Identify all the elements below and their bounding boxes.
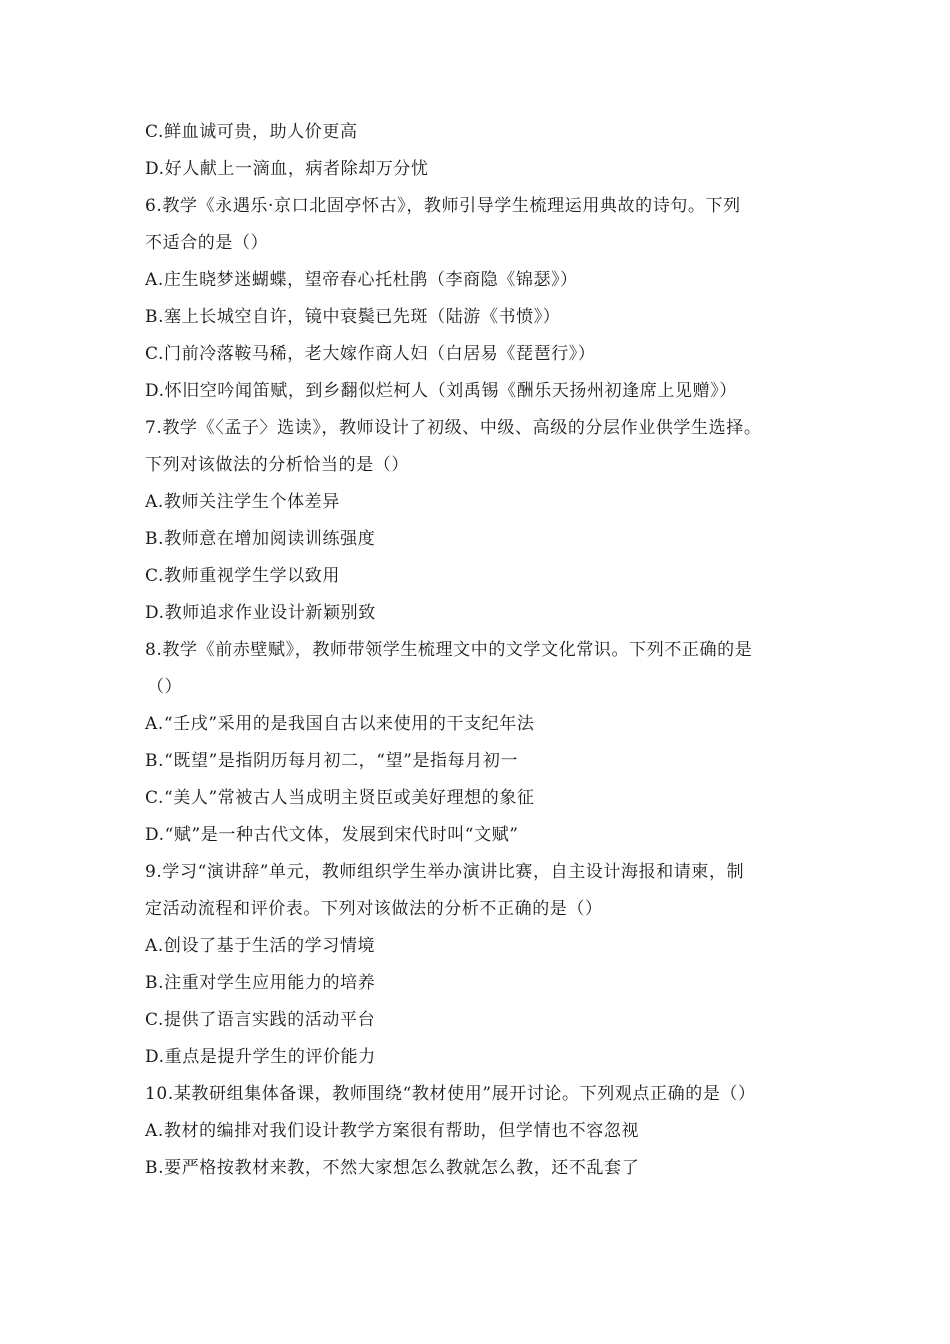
- option-b-q7: B.教师意在增加阅读训练强度: [145, 529, 376, 549]
- option-d-q5: D.好人献上一滴血，病者除却万分忧: [145, 159, 429, 179]
- option-b-q10: B.要严格按教材来教，不然大家想怎么教就怎么教，还不乱套了: [145, 1158, 640, 1178]
- question-6-line-2: 不适合的是（）: [145, 233, 269, 253]
- option-b-q9: B.注重对学生应用能力的培养: [145, 973, 376, 993]
- option-d-q9: D.重点是提升学生的评价能力: [145, 1047, 376, 1067]
- question-7-line-1: 7.教学《〈孟子〉选读》，教师设计了初级、中级、高级的分层作业供学生选择。: [145, 418, 762, 438]
- option-b-q8: B.“既望”是指阴历每月初二，“望”是指每月初一: [145, 751, 519, 771]
- option-a-q9: A.创设了基于生活的学习情境: [145, 936, 376, 956]
- option-a-q6: A.庄生晓梦迷蝴蝶，望帝春心托杜鹃（李商隐《锦瑟》）: [145, 270, 578, 290]
- option-c-q7: C.教师重视学生学以致用: [145, 566, 341, 586]
- option-b-q6: B.塞上长城空自许，镜中衰鬓已先斑（陆游《书愤》）: [145, 307, 561, 327]
- option-a-q7: A.教师关注学生个体差异: [145, 492, 340, 512]
- question-9-line-2: 定活动流程和评价表。下列对该做法的分析不正确的是（）: [145, 899, 603, 919]
- option-a-q10: A.教材的编排对我们设计教学方案很有帮助，但学情也不容忽视: [145, 1121, 640, 1141]
- question-6-line-1: 6.教学《永遇乐·京口北固亭怀古》，教师引导学生梳理运用典故的诗句。下列: [145, 196, 741, 216]
- question-7-line-2: 下列对该做法的分析恰当的是（）: [145, 455, 409, 475]
- question-8-line-1: 8.教学《前赤壁赋》，教师带领学生梳理文中的文学文化常识。下列不正确的是: [145, 640, 753, 660]
- option-c-q9: C.提供了语言实践的活动平台: [145, 1010, 376, 1030]
- option-d-q7: D.教师追求作业设计新颖别致: [145, 603, 376, 623]
- question-8-line-2: （）: [147, 677, 183, 697]
- option-c-q8: C.“美人”常被古人当成明主贤臣或美好理想的象征: [145, 788, 535, 808]
- question-9-line-1: 9.学习“演讲辞”单元，教师组织学生举办演讲比赛，自主设计海报和请柬，制: [145, 862, 745, 882]
- option-c-q6: C.门前冷落鞍马稀，老大嫁作商人妇（白居易《琵琶行》）: [145, 344, 596, 364]
- option-d-q8: D.“赋”是一种古代文体，发展到宋代时叫“文赋”: [145, 825, 519, 845]
- question-10-line-1: 10.某教研组集体备课，教师围绕“教材使用”展开讨论。下列观点正确的是（）: [145, 1084, 756, 1104]
- document-body: [145, 114, 825, 1187]
- option-a-q8: A.“壬戌”采用的是我国自古以来使用的干支纪年法: [145, 714, 535, 734]
- option-c-q5: C.鲜血诚可贵，助人价更高: [145, 122, 358, 142]
- option-d-q6: D.怀旧空吟闻笛赋，到乡翻似烂柯人（刘禹锡《酬乐天扬州初逢席上见赠》）: [145, 381, 737, 401]
